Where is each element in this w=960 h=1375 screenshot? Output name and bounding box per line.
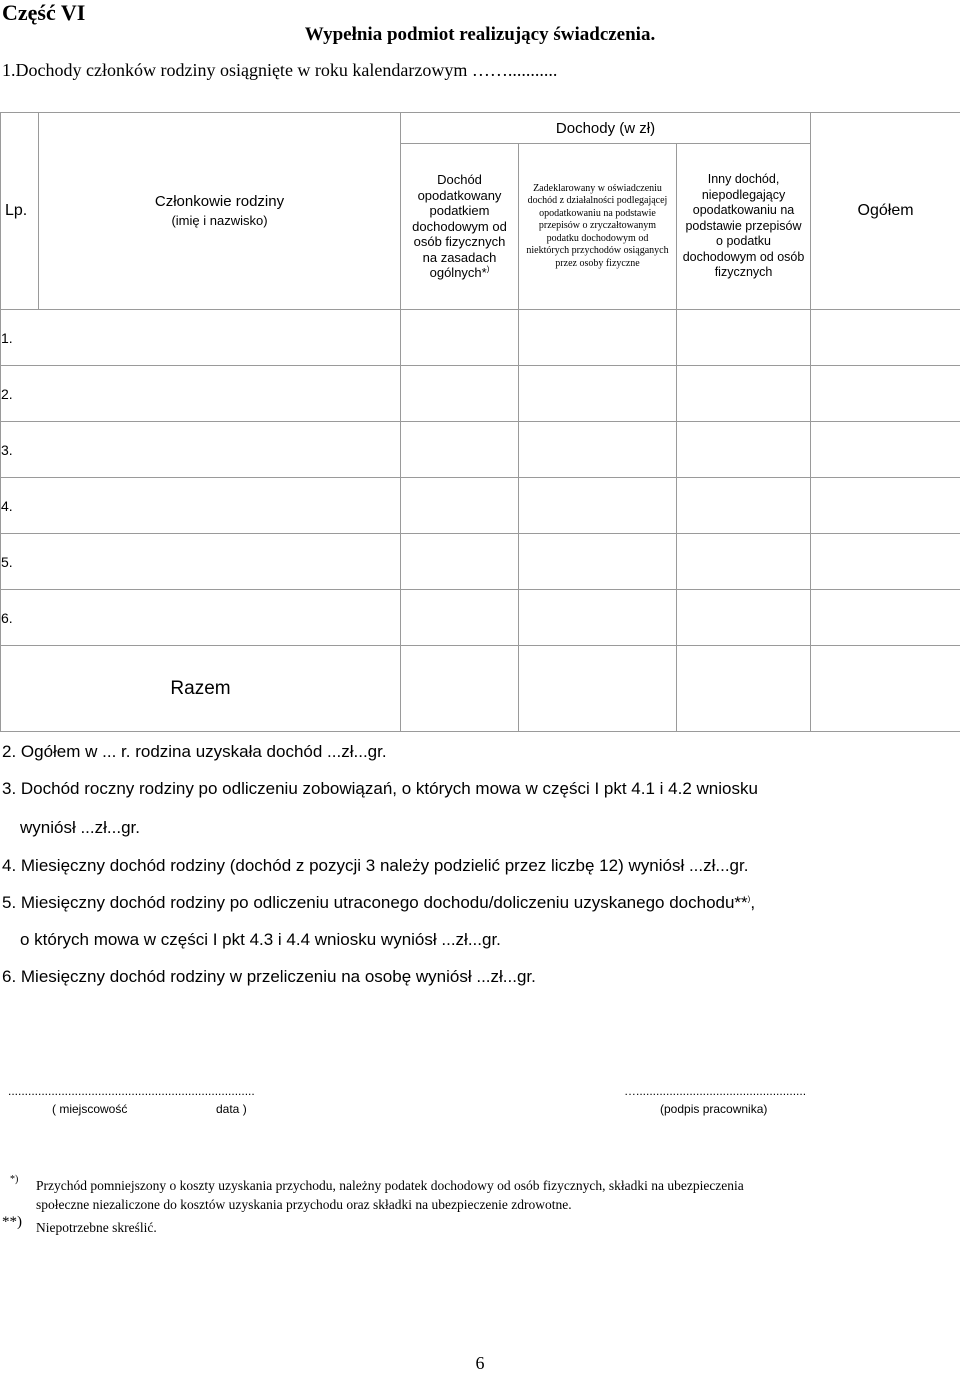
sum-lump-sum[interactable] xyxy=(519,646,677,732)
table-row xyxy=(1,366,960,422)
cell-income-general[interactable] xyxy=(401,310,519,366)
table-row xyxy=(1,310,960,366)
cell-income-general[interactable] xyxy=(401,366,519,422)
cell-total[interactable] xyxy=(811,478,960,534)
cell-lump-sum[interactable] xyxy=(519,310,677,366)
cell-income-general[interactable] xyxy=(401,534,519,590)
income-group-header: Dochody (w zł) xyxy=(401,113,811,144)
line-4-monthly-income: 4. Miesięczny dochód rodziny (dochód z pozycji 3 należy podzielić przez liczbę 12) wyniósł ...zł...gr. xyxy=(2,856,749,875)
cell-other[interactable] xyxy=(677,310,811,366)
cell-other[interactable] xyxy=(677,422,811,478)
lump-sum-income-header: Zadeklarowany w oświadczeniu dochód z działalności podlegającej opodatkowaniu na podstawie przepisów o zryczałtowanym podatku dochodowym od niektórych przychodów osiąganych przez osoby fizyczne xyxy=(519,144,677,310)
line-2-total-income: 2. Ogółem w ... r. rodzina uzyskała dochód ...zł...gr. xyxy=(2,742,387,761)
sum-other[interactable] xyxy=(677,646,811,732)
fill-note: Wypełnia podmiot realizujący świadczenia. xyxy=(304,24,656,45)
cell-lump-sum[interactable] xyxy=(519,478,677,534)
income-general-header: Dochód opodatkowany podatkiem dochodowym od osób fizycznych na zasadach ogólnych*) xyxy=(401,144,519,310)
cell-lump-sum[interactable] xyxy=(519,422,677,478)
section-title: Część VI xyxy=(2,0,86,25)
cell-income-general[interactable] xyxy=(401,478,519,534)
lp-header: Lp. xyxy=(1,113,39,310)
table-row xyxy=(1,590,960,646)
cell-total[interactable] xyxy=(811,534,960,590)
footnote-2-mark: **) xyxy=(2,1214,22,1230)
row-number: 4. xyxy=(1,478,401,534)
cell-lump-sum[interactable] xyxy=(519,590,677,646)
signature-label: (podpis pracownika) xyxy=(660,1102,768,1116)
table-row xyxy=(1,534,960,590)
row-number: 3. xyxy=(1,422,401,478)
members-header xyxy=(39,113,401,310)
place-date-dots: .......................................................................... xyxy=(8,1084,255,1098)
cell-total[interactable] xyxy=(811,590,960,646)
date-label: data ) xyxy=(216,1102,247,1116)
cell-other[interactable] xyxy=(677,590,811,646)
footnote-1-line-1: Przychód pomniejszony o koszty uzyskania przychodu, należny podatek dochodowy od osób fizycznych, składki na ubezpieczenia xyxy=(36,1178,744,1193)
row-number: 1. xyxy=(1,310,401,366)
members-header-label: Członkowie rodziny xyxy=(154,193,285,210)
cell-total[interactable] xyxy=(811,366,960,422)
table-row xyxy=(1,422,960,478)
line-5-amount: o których mowa w części I pkt 4.3 i 4.4 wniosku wyniósł ...zł...gr. xyxy=(20,930,501,949)
table-header-group-row xyxy=(1,113,960,144)
row-number: 5. xyxy=(1,534,401,590)
row-number: 2. xyxy=(1,366,401,422)
table-row xyxy=(1,478,960,534)
row-number: 6. xyxy=(1,590,401,646)
cell-income-general[interactable] xyxy=(401,590,519,646)
footnote-2-text: Niepotrzebne skreślić. xyxy=(36,1220,157,1235)
line-5-adjusted-income: 5. Miesięczny dochód rodziny po odliczeniu utraconego dochodu/doliczeniu uzyskanego dochodu**), xyxy=(2,893,756,912)
footnote-1-line-2: społeczne niezaliczone do kosztów uzyskania przychodu oraz składki na ubezpieczenie zdrowotne. xyxy=(36,1197,572,1212)
footnote-1-mark: *) xyxy=(10,1174,19,1185)
total-header: Ogółem xyxy=(811,113,960,310)
heading-family-income: 1.Dochody członków rodziny osiągnięte w roku kalendarzowym ……........... xyxy=(2,60,558,80)
cell-lump-sum[interactable] xyxy=(519,534,677,590)
cell-total[interactable] xyxy=(811,422,960,478)
sum-total[interactable] xyxy=(811,646,960,732)
cell-lump-sum[interactable] xyxy=(519,366,677,422)
cell-income-general[interactable] xyxy=(401,422,519,478)
sum-label: Razem xyxy=(1,646,401,732)
income-table xyxy=(0,112,960,732)
place-label: ( miejscowość xyxy=(52,1102,128,1116)
members-header-sub: (imię i nazwisko) xyxy=(171,213,268,228)
cell-total[interactable] xyxy=(811,310,960,366)
sum-row xyxy=(1,646,960,732)
line-3-amount: wyniósł ...zł...gr. xyxy=(20,818,140,837)
other-income-header: Inny dochód, niepodlegający opodatkowaniu na podstawie przepisów o podatku dochodowym od osób fizycznych xyxy=(677,144,811,310)
page-number: 6 xyxy=(475,1353,485,1373)
line-3-annual-income: 3. Dochód roczny rodziny po odliczeniu zobowiązań, o których mowa w części I pkt 4.1 i 4.2 wniosku xyxy=(2,779,758,798)
cell-other[interactable] xyxy=(677,478,811,534)
line-6-per-person-income: 6. Miesięczny dochód rodziny w przeliczeniu na osobę wyniósł ...zł...gr. xyxy=(2,967,536,986)
sum-income-general[interactable] xyxy=(401,646,519,732)
cell-other[interactable] xyxy=(677,534,811,590)
cell-other[interactable] xyxy=(677,366,811,422)
signature-dots: …................................................... xyxy=(624,1084,807,1098)
